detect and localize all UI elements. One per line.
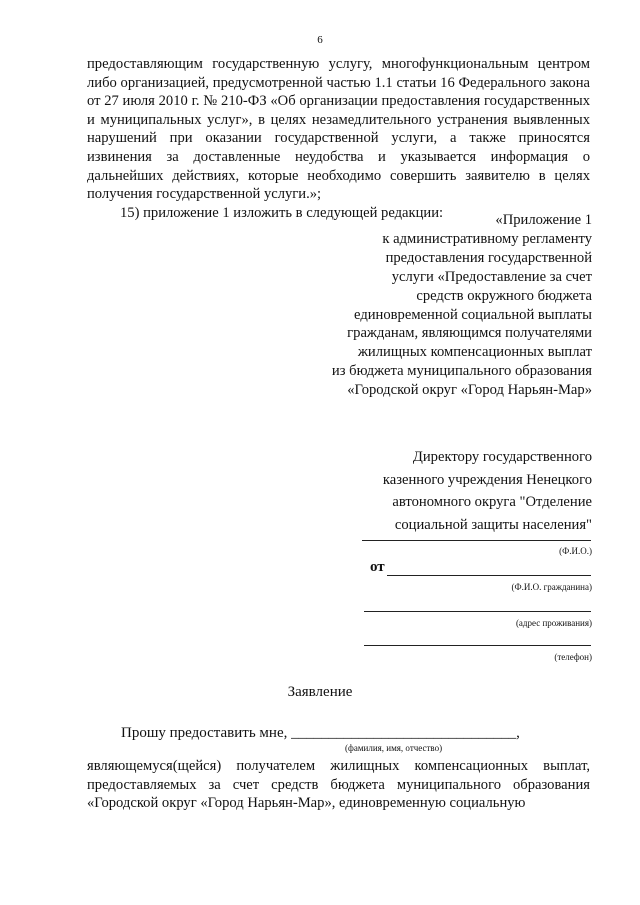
phone-caption: (телефон) bbox=[554, 652, 592, 662]
appendix-line: к административному регламенту bbox=[382, 230, 592, 247]
addressee-line: автономного округа "Отделение bbox=[392, 494, 592, 511]
body-text bbox=[87, 55, 590, 222]
addressee-line: Директору государственного bbox=[412, 449, 592, 465]
page-number: 6 bbox=[317, 34, 323, 46]
appendix-line: предоставления государственной bbox=[385, 249, 592, 266]
request-line: Прошу предоставить мне, ______________________________, bbox=[121, 725, 520, 741]
appendix-line: из бюджета муниципального образования bbox=[331, 363, 592, 380]
addressee-line: казенного учреждения Ненецкого bbox=[382, 471, 592, 488]
appendix-line: единовременной социальной выплаты bbox=[354, 306, 592, 323]
paragraph-2: 15) приложение 1 изложить в следующей редакции: bbox=[120, 204, 444, 221]
appendix-line: «Приложение 1 bbox=[495, 212, 592, 228]
document-title: Заявление bbox=[287, 684, 353, 700]
appendix-header bbox=[262, 211, 592, 400]
paragraph-1: предоставляющим государственную услугу, многофункциональным центром либо организацией, предусмотренной частью 1.1 статьи 16 Федерального закона от 27 июля 2010 г. № 210-ФЗ «Об организации предоставления государственных и муниципальных услуг», в целях незамедлительного устранения выявленных нарушений при оказании государственной услуги, а также приносятся извинения за доставленные неудобства и указывается информация о дальнейших действиях, которые необходимо совершить заявителю в целях получения государственной услуги.»; bbox=[87, 56, 590, 203]
appendix-line: жилищных компенсационных выплат bbox=[357, 344, 592, 361]
address-fill-line[interactable] bbox=[364, 611, 591, 612]
appendix-line: средств окружного бюджета bbox=[416, 287, 592, 304]
bottom-text bbox=[87, 757, 590, 813]
address-caption: (адрес проживания) bbox=[515, 618, 592, 628]
appendix-line: гражданам, являющимся получателями bbox=[347, 325, 592, 342]
phone-fill-line[interactable] bbox=[364, 645, 591, 646]
bottom-paragraph: являющемуся(щейся) получателем жилищных компенсационных выплат, предоставляемых за счет средств бюджета муниципального образования «Городской округ «Город Нарьян-Мар», единовременную социальную bbox=[87, 758, 590, 812]
fio-caption: (Ф.И.О.) bbox=[559, 546, 592, 556]
addressee-line: социальной защиты населения" bbox=[394, 516, 592, 533]
request-caption: (фамилия, имя, отчество) bbox=[345, 743, 443, 753]
from-label: от bbox=[370, 559, 385, 575]
addressee-block bbox=[292, 446, 592, 536]
citizen-caption: (Ф.И.О. гражданина) bbox=[511, 582, 592, 592]
citizen-fill-line[interactable] bbox=[387, 575, 591, 576]
fio-fill-line[interactable] bbox=[362, 540, 591, 541]
appendix-line: «Городской округ «Город Нарьян-Мар» bbox=[347, 382, 592, 399]
appendix-line: услуги «Предоставление за счет bbox=[391, 268, 592, 285]
